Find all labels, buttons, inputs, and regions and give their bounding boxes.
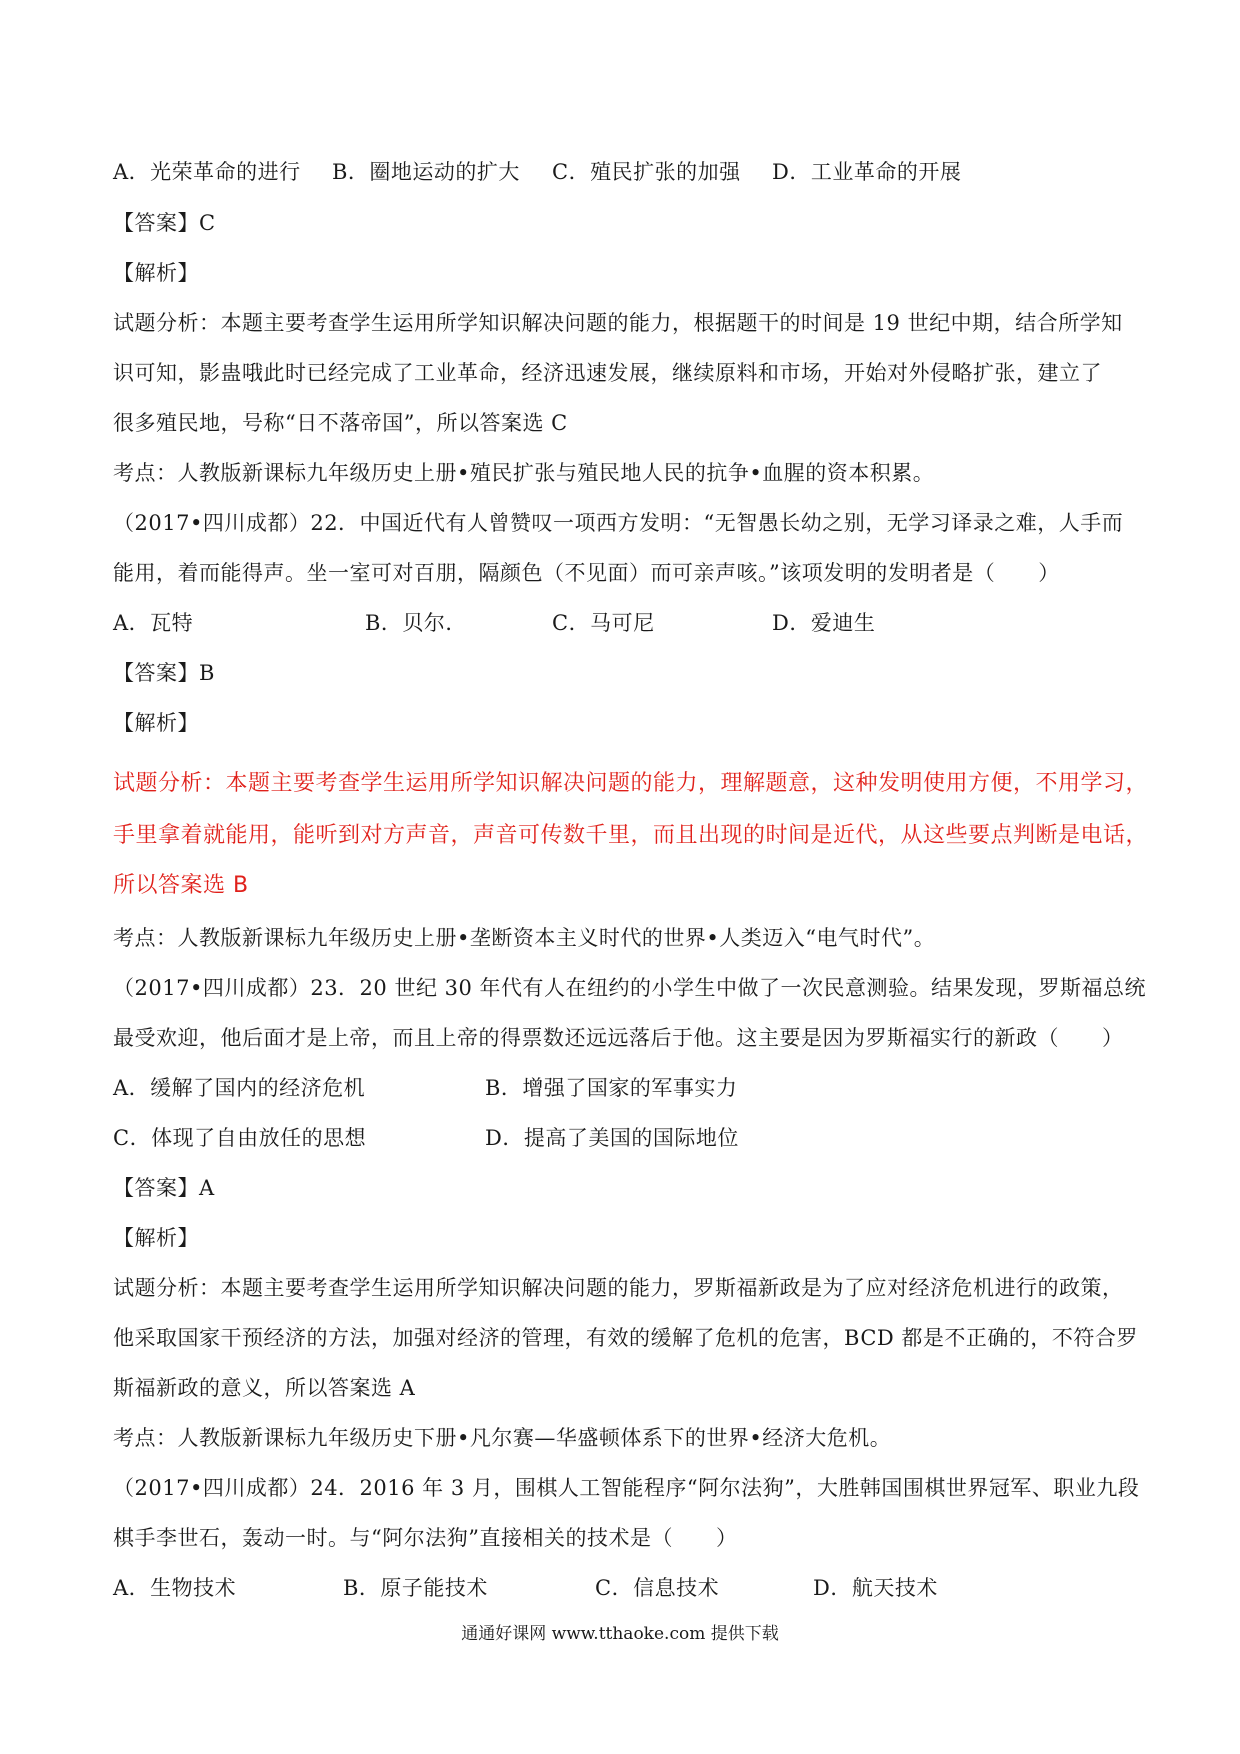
q23-option-a: A．缓解了国内的经济危机 <box>113 1076 366 1100</box>
q24-option-d: D．航天技术 <box>813 1576 938 1600</box>
q23-analysis-label: 【解析】 <box>113 1226 199 1250</box>
q23-option-d: D．提高了美国的国际地位 <box>485 1126 739 1150</box>
q22-kaodian: 考点：人教版新课标九年级历史上册•垄断资本主义时代的世界•人类迈入“电气时代”。 <box>113 926 936 950</box>
q23-answer: 【答案】A <box>113 1176 215 1200</box>
q24-option-a: A．生物技术 <box>113 1576 237 1600</box>
q22-answer: 【答案】B <box>113 661 215 685</box>
q23-option-b: B．增强了国家的军事实力 <box>485 1076 738 1100</box>
q21-analysis-line: 很多殖民地，号称“日不落帝国”，所以答案选 C <box>113 411 568 435</box>
q23-options-row-2 <box>113 1124 1113 1152</box>
q21-kaodian: 考点：人教版新课标九年级历史上册•殖民扩张与殖民地人民的抗争•血腥的资本积累。 <box>113 461 935 485</box>
q22-stem-line: （2017•四川成都）22．中国近代有人曾赞叹一项西方发明：“无智愚长幼之别，无学习译录之难，人手而 <box>113 511 1124 535</box>
q21-option-b: B．圈地运动的扩大 <box>332 160 520 184</box>
q21-option-d: D．工业革命的开展 <box>772 160 962 184</box>
q21-analysis-line: 识可知，影蛊哦此时已经完成了工业革命，经济迅速发展，继续原料和市场，开始对外侵略扩张，建立了 <box>113 361 1102 385</box>
q23-stem-line: （2017•四川成都）23．20 世纪 30 年代有人在纽约的小学生中做了一次民意测验。结果发现，罗斯福总统 <box>113 976 1147 1000</box>
q22-analysis-line-highlighted: 所以答案选 B <box>113 873 249 898</box>
q23-analysis-line: 斯福新政的意义，所以答案选 A <box>113 1376 416 1400</box>
q23-option-c: C．体现了自由放任的思想 <box>113 1126 367 1150</box>
q22-option-d: D．爱迪生 <box>772 611 876 635</box>
q22-analysis-line-highlighted: 试题分析：本题主要考查学生运用所学知识解决问题的能力，理解题意，这种发明使用方便，不用学习， <box>113 771 1149 796</box>
q21-option-c: C．殖民扩张的加强 <box>552 160 741 184</box>
q24-options <box>113 1574 1113 1602</box>
q22-option-c: C．马可尼 <box>552 611 655 635</box>
q23-options-row-1 <box>113 1074 1113 1102</box>
q21-analysis-line: 试题分析：本题主要考查学生运用所学知识解决问题的能力，根据题干的时间是 19 世纪中期，结合所学知 <box>113 311 1123 335</box>
q21-analysis-label: 【解析】 <box>113 261 199 285</box>
q22-option-a: A．瓦特 <box>113 611 194 635</box>
q23-analysis-line: 他采取国家干预经济的方法，加强对经济的管理，有效的缓解了危机的危害，BCD 都是不正确的，不符合罗 <box>113 1326 1138 1350</box>
q23-analysis-line: 试题分析：本题主要考查学生运用所学知识解决问题的能力，罗斯福新政是为了应对经济危机进行的政策， <box>113 1276 1124 1300</box>
q22-stem-line: 能用，着而能得声。坐一室可对百朋，隔颜色（不见面）而可亲声咳。”该项发明的发明者是（ ） <box>113 561 1060 585</box>
q23-stem-line: 最受欢迎，他后面才是上帝，而且上帝的得票数还远远落后于他。这主要是因为罗斯福实行的新政（ ） <box>113 1026 1124 1050</box>
q21-option-a: A．光荣革命的进行 <box>113 160 301 184</box>
page-footer: 通通好课网 www.tthaoke.com 提供下载 <box>461 1624 779 1644</box>
q24-option-b: B．原子能技术 <box>343 1576 488 1600</box>
q22-option-b: B．贝尔． <box>365 611 467 635</box>
q24-option-c: C．信息技术 <box>595 1576 720 1600</box>
q22-analysis-label: 【解析】 <box>113 711 199 735</box>
q24-stem-line: （2017•四川成都）24．2016 年 3 月，围棋人工智能程序“阿尔法狗”，大胜韩国围棋世界冠军、职业九段 <box>113 1476 1140 1500</box>
q23-kaodian: 考点：人教版新课标九年级历史下册•凡尔赛—华盛顿体系下的世界•经济大危机。 <box>113 1426 892 1450</box>
q22-analysis-line-highlighted: 手里拿着就能用，能听到对方声音，声音可传数千里，而且出现的时间是近代，从这些要点判断是电话， <box>113 823 1149 848</box>
q21-answer: 【答案】C <box>113 211 216 235</box>
q24-stem-line: 棋手李世石，轰动一时。与“阿尔法狗”直接相关的技术是（ ） <box>113 1526 738 1550</box>
q21-options <box>113 158 1113 186</box>
q22-options <box>113 609 1113 637</box>
